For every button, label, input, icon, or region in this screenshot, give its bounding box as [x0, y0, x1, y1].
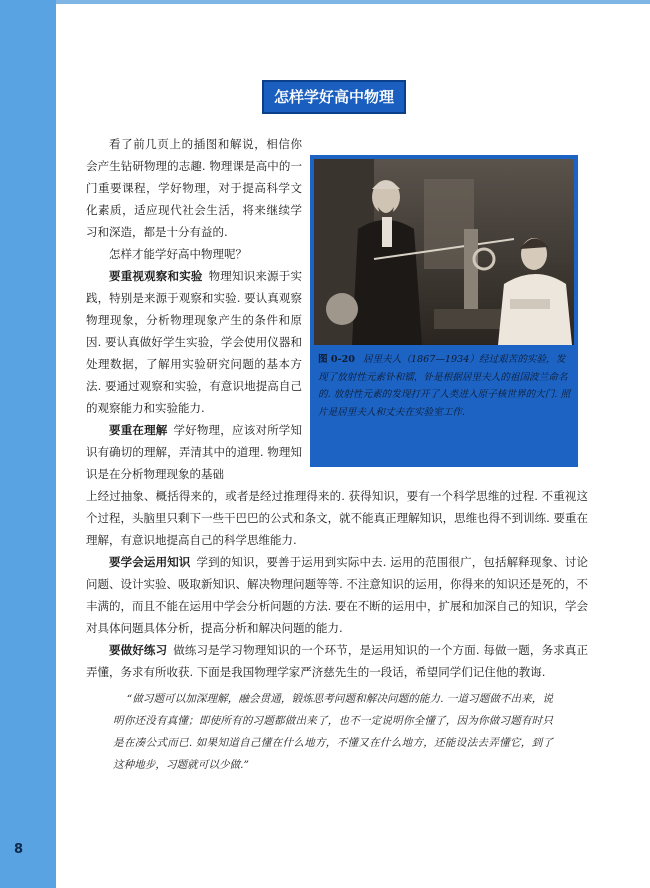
figure-caption-text: 居里夫人（1867—1934）经过艰苦的实验，发现了放射性元素钋和镭，钋是根据居里夫人的祖国波兰命名的. 放射性元素的发现打开了人类进入原子核世界的大门. 照片是居里夫人和丈夫在实验室工作. [318, 354, 571, 418]
practice-heading: 要做好练习 [109, 643, 168, 657]
page-title: 怎样学好高中物理 [262, 80, 406, 114]
practice-section [86, 639, 588, 683]
apply-heading: 要学会运用知识 [109, 555, 191, 569]
apply-section [86, 551, 588, 639]
full-width-text [86, 485, 588, 683]
narrow-text-column [86, 133, 302, 485]
yan-jici-quote [113, 688, 553, 776]
understand-text-part1: 学好物理，应该对所学知识有确切的理解，弄清其中的道理. 物理知识是在分析物理现象的基础 [86, 423, 302, 481]
curie-lab-photo [314, 159, 574, 345]
understand-heading: 要重在理解 [109, 423, 168, 437]
figure-caption [318, 351, 572, 421]
left-margin-strip [0, 0, 56, 888]
intro-paragraph: 看了前几页上的插图和解说，相信你会产生钻研物理的志趣. 物理课是高中的一门重要课程，学好物理，对于提高科学文化素质，适应现代社会生活，将来继续学习和深造，都是十分有益的. [86, 137, 302, 239]
quote-text: “做习题可以加深理解，融会贯通，锻炼思考问题和解决问题的能力. 一道习题做不出来，说明你还没有真懂；即使所有的习题都做出来了，也不一定说明你全懂了，因为你做习题有时只是在凑公式而已. 如果知道自己懂在什么地方，不懂又在什么地方，还能设法去弄懂它，到了这种地步，习题就可以少做.” [113, 693, 553, 771]
understand-section [86, 419, 302, 485]
practice-text: 做练习是学习物理知识的一个环节，是运用知识的一个方面. 每做一题，务求真正弄懂，务求有所收获. 下面是我国物理学家严济慈先生的一段话，希望同学们记住他的教诲. [86, 643, 589, 679]
apply-text: 学到的知识，要善于运用到实际中去. 运用的范围很广，包括解释现象、讨论问题、设计实验、吸取新知识、解决物理问题等等. 不注意知识的运用，你得来的知识还是死的，不丰满的，而且不能在运用中学会分析问题的方法. 要在不断的运用中，扩展和加深自己的知识，学会对具体问题具体分析，提高分析和解决问题的能力. [86, 555, 588, 635]
understand-continuation: 上经过抽象、概括得来的，或者是经过推理得来的. 获得知识，要有一个科学思维的过程. 不重视这个过程，头脑里只剩下一些干巴巴的公式和条文，就不能真正理解知识，思维也得不到训练. 要重在理解，有意识地提高自己的科学思维能力. [86, 489, 588, 547]
observe-section [86, 265, 302, 419]
observe-heading: 要重视观察和实验 [109, 269, 203, 283]
figure-number: 图 0-20 [318, 354, 355, 365]
figure-0-20 [310, 155, 578, 467]
top-border [56, 0, 650, 4]
page-number: 8 [14, 842, 24, 857]
intro-question: 怎样才能学好高中物理呢？ [109, 247, 247, 261]
observe-text: 物理知识来源于实践，特别是来源于观察和实验. 要认真观察物理现象，分析物理现象产生的条件和原因. 要认真做好学生实验，学会使用仪器和处理数据，了解用实验研究问题的基本方法. 要通过观察和实验，有意识地提高自己的观察能力和实验能力. [86, 269, 303, 415]
